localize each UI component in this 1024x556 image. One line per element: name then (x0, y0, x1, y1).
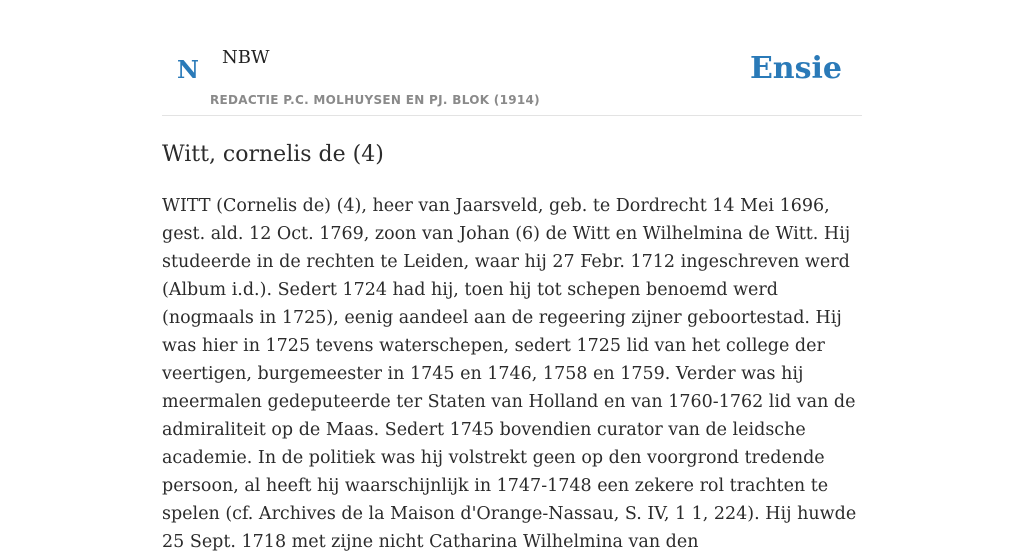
brand-logo[interactable]: Ensie (749, 51, 842, 86)
source-subtitle: REDACTIE P.C. MOLHUYSEN EN PJ. BLOK (1914) (210, 93, 540, 107)
content-container (162, 0, 862, 556)
source-logo[interactable]: N (177, 55, 199, 84)
page-header (162, 0, 862, 116)
article-title: Witt, cornelis de (4) (162, 142, 384, 167)
source-title[interactable]: NBW (222, 47, 270, 68)
article-body: WITT (Cornelis de) (4), heer van Jaarsveld, geb. te Dordrecht 14 Mei 1696, gest. ald. 12 Oct. 1769, zoon van Johan (6) de Witt en Wilhelmina de Witt. Hij studeerde in de rechten te Leiden, waar hij 27 Febr. 1712 ingeschreven werd (Album i.d.). Sedert 1724 had hij, toen hij tot schepen benoemd werd (nogmaals in 1725), eenig aandeel aan de regeering zijner geboortestad. Hij was hier in 1725 tevens waterschepen, sedert 1725 lid van het college der veertigen, burgemeester in 1745 en 1746, 1758 en 1759. Verder was hij meermalen gedeputeerde ter Staten van Holland en van 1760-1762 lid van de admiraliteit op de Maas. Sedert 1745 bovendien curator van de leidsche academie. In de politiek was hij volstrekt geen op den voorgrond tredende persoon, al heeft hij waarschijnlijk in 1747-1748 een zekere rol trachten te spelen (cf. Archives de la Maison d'Orange-Nassau, S. IV, 1 1, 224). Hij huwde 25 Sept. 1718 met zijne nicht Catharina Wilhelmina van den (162, 196, 857, 552)
